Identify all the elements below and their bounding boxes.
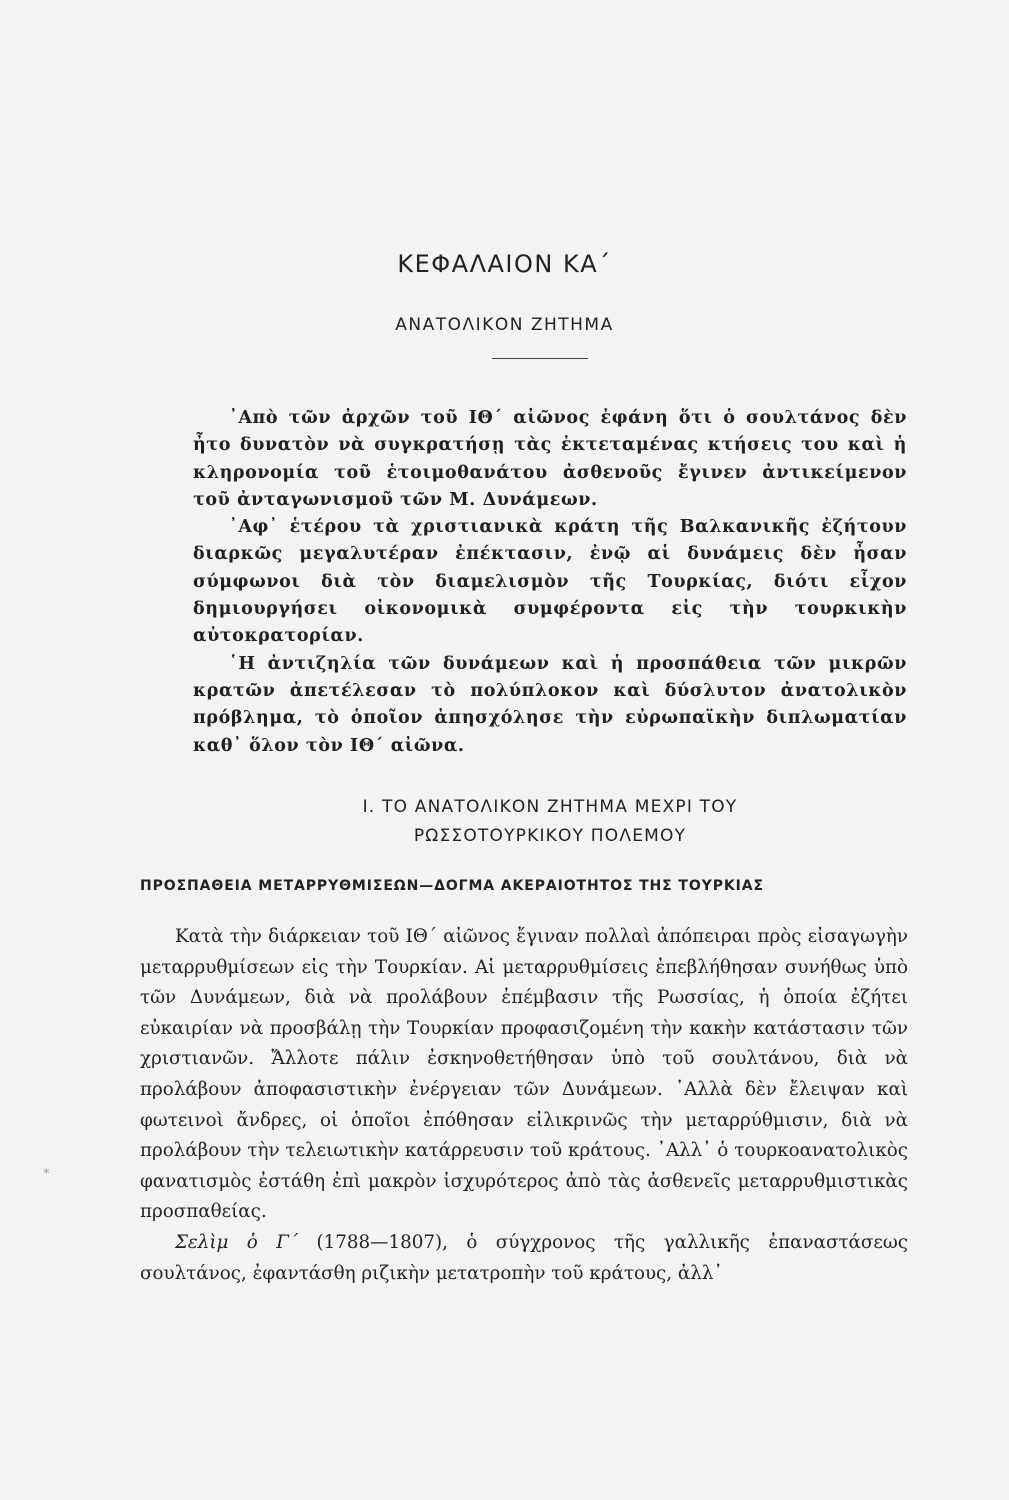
summary-paragraph: ῾Η ἀντιζηλία τῶν δυνάμεων καὶ ἡ προσπάθεια τῶν μικρῶν κρατῶν ἀπετέλεσαν τὸ πολύπλοκον καὶ δύσλυτον ἀνατολικὸν πρόβλημα, τὸ ὁποῖον ἀπησχόλησε τὴν εὐρωπαϊκὴν διπλωματίαν καθ᾿ ὅλον τὸν ΙΘ΄ αἰῶνα. xyxy=(193,653,907,756)
person-name: Σελὶμ ὁ Γ΄ xyxy=(175,1231,299,1253)
body-text xyxy=(140,922,908,1289)
body-paragraph xyxy=(140,1228,908,1289)
section-heading xyxy=(193,793,907,851)
section-heading-line: ΡΩΣΣΟΤΟΥΡΚΙΚΟΥ ΠΟΛΕΜΟΥ xyxy=(413,826,687,846)
summary-paragraph: ᾿Αφ᾿ ἑτέρου τὰ χριστιανικὰ κράτη τῆς Βαλκανικῆς ἐζήτουν διαρκῶς μεγαλυτέραν ἐπέκτασιν, ἐνῷ αἱ δυνάμεις δὲν ἦσαν σύμφωνοι διὰ τὸν διαμελισμὸν τῆς Τουρκίας, διότι εἶχον δημιουργήσει οἰκονομικὰ συμφέροντα εἰς τὴν τουρκικὴν αὐτοκρατορίαν. xyxy=(193,517,907,647)
body-paragraph-text: (1788—1807), ὁ σύγχρονος τῆς γαλλικῆς ἐπαναστάσεως σουλτάνος, ἐφαντάσθη ριζικὴν μετατροπὴν τοῦ κράτους, ἀλλ᾿ xyxy=(140,1231,908,1284)
section-subheading: ΠΡΟΣΠΑΘΕΙΑ ΜΕΤΑΡΡΥΘΜΙΣΕΩΝ—ΔΟΓΜΑ ΑΚΕΡΑΙΟΤΗΤΟΣ ΤΗΣ ΤΟΥΡΚΙΑΣ xyxy=(140,878,764,894)
chapter-subtitle: ΑΝΑΤΟΛΙΚΟΝ ΖΗΤΗΜΑ xyxy=(395,315,614,335)
margin-speck: * xyxy=(43,1167,50,1182)
section-heading-line: Ι. ΤΟ ΑΝΑΤΟΛΙΚΟΝ ΖΗΤΗΜΑ ΜΕΧΡΙ ΤΟΥ xyxy=(362,797,738,817)
body-paragraph: Κατὰ τὴν διάρκειαν τοῦ ΙΘ΄ αἰῶνος ἔγιναν πολλαὶ ἀπόπειραι πρὸς εἰσαγωγὴν μεταρρυθμίσεων εἰς τὴν Τουρκίαν. Αἱ μεταρρυθμίσεις ἐπεβλήθησαν συνήθως ὑπὸ τῶν Δυνάμεων, διὰ νὰ προλάβουν ἐπέμβασιν τῆς Ρωσσίας, ἡ ὁποία ἐζήτει εὐκαιρίαν νὰ προσβάλῃ τὴν Τουρκίαν προφασιζομένη τὴν κακὴν κατάστασιν τῶν χριστιανῶν. Ἄλλοτε πάλιν ἐσκηνοθετήθησαν ὑπὸ τοῦ σουλτάνου, διὰ νὰ προλάβουν ἀποφασιστικὴν ἐνέργειαν τῶν Δυνάμεων. ᾿Αλλὰ δὲν ἔλειψαν καὶ φωτεινοὶ ἄνδρες, οἱ ὁποῖοι ἐπόθησαν εἰλικρινῶς τὴν μεταρρύθμισιν, διὰ νὰ προλάβουν τὴν τελειωτικὴν κατάρρευσιν τοῦ κράτους. ᾿Αλλ᾿ ὁ τουρκοανατολικὸς φανατισμὸς ἐστάθη ἐπὶ μακρὸν ἰσχυρότερος ἀπὸ τὰς ἀσθενεῖς μεταρρυθμιστικὰς προσπαθείας. xyxy=(140,926,908,1223)
chapter-summary xyxy=(193,405,907,760)
summary-paragraph: ᾿Απὸ τῶν ἀρχῶν τοῦ ΙΘ΄ αἰῶνος ἐφάνη ὅτι ὁ σουλτάνος δὲν ἦτο δυνατὸν νὰ συγκρατήσῃ τὰς ἐκτεταμένας κτήσεις του καὶ ἡ κληρονομία τοῦ ἑτοιμοθανάτου ἀσθενοῦς ἔγινεν ἀντικείμενον τοῦ ἀνταγωνισμοῦ τῶν Μ. Δυνάμεων. xyxy=(193,408,907,510)
chapter-title: ΚΕΦΑΛΑΙΟΝ ΚΑ΄ xyxy=(397,250,612,278)
divider-rule xyxy=(492,358,588,359)
